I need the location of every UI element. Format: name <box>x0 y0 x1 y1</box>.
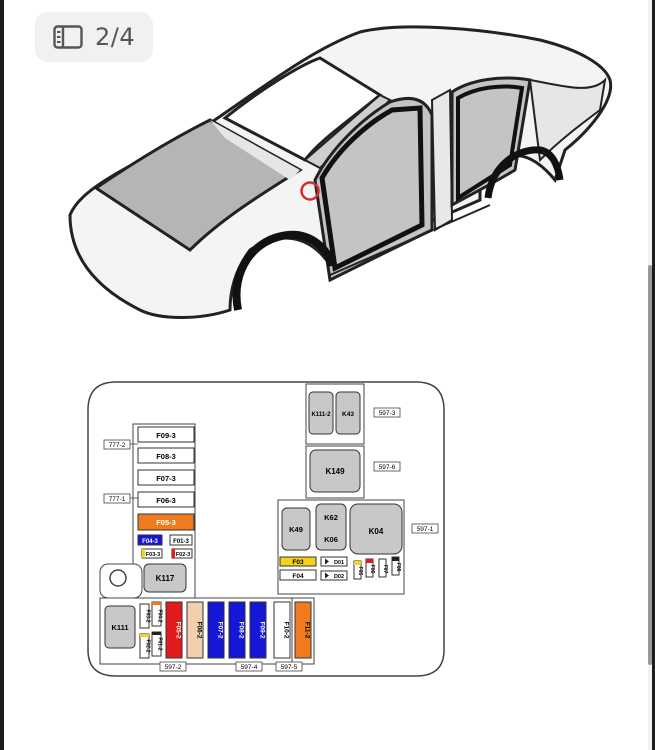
svg-text:F07: F07 <box>382 564 388 574</box>
svg-text:K62: K62 <box>324 513 338 522</box>
callout-597-3 <box>374 408 400 417</box>
car-body-drawing <box>60 20 620 340</box>
fuse-F05-2 <box>166 602 182 658</box>
callout-597-5 <box>276 662 302 671</box>
callout-597-6 <box>374 462 400 471</box>
svg-text:597-1: 597-1 <box>416 526 434 533</box>
callout-597-4 <box>236 662 262 671</box>
diode-D01 <box>321 557 347 566</box>
svg-text:597-6: 597-6 <box>378 464 396 471</box>
svg-text:F04: F04 <box>292 573 304 580</box>
page-indicator-text: 2/4 <box>95 23 136 51</box>
diode-D02 <box>321 571 347 580</box>
relay-K117 <box>144 564 186 592</box>
svg-text:F08-2: F08-2 <box>237 621 245 639</box>
svg-text:K117: K117 <box>155 574 175 583</box>
fuse-F07-3 <box>138 470 194 485</box>
fuse-F01-2 <box>152 632 163 656</box>
fuse-F09-3 <box>138 427 194 442</box>
svg-text:K43: K43 <box>342 411 354 418</box>
relay-K62-K06 <box>316 504 346 550</box>
fuse-F02-3 <box>172 549 192 558</box>
car-illustration <box>60 20 620 340</box>
fuse-F01-3 <box>170 535 192 545</box>
svg-text:K04: K04 <box>368 527 384 536</box>
svg-text:F05: F05 <box>357 566 363 576</box>
svg-text:F02-2: F02-2 <box>144 639 151 653</box>
svg-text:F05-3: F05-3 <box>156 518 176 527</box>
svg-text:F02-3: F02-3 <box>175 552 191 558</box>
svg-text:K49: K49 <box>289 525 303 534</box>
fuse-F02-2 <box>140 634 151 658</box>
fuse-F03 <box>280 557 316 566</box>
b-pillar <box>432 90 452 230</box>
fuse-F09-2 <box>250 602 266 658</box>
svg-text:F07-3: F07-3 <box>156 474 176 483</box>
svg-text:F03-3: F03-3 <box>145 552 161 558</box>
svg-text:K06: K06 <box>324 535 338 544</box>
svg-text:777-1: 777-1 <box>108 496 126 503</box>
svg-text:K111: K111 <box>111 623 129 632</box>
svg-text:597-4: 597-4 <box>240 664 258 671</box>
svg-text:F06-2: F06-2 <box>195 621 203 639</box>
svg-text:D02: D02 <box>333 574 345 580</box>
svg-text:F11-2: F11-2 <box>303 621 311 639</box>
svg-text:597-5: 597-5 <box>280 664 298 671</box>
svg-text:F06-3: F06-3 <box>156 496 176 505</box>
svg-text:F08-3: F08-3 <box>156 452 176 461</box>
svg-text:F09-2: F09-2 <box>258 621 266 639</box>
svg-text:F03: F03 <box>292 559 304 566</box>
viewer-left-border <box>0 0 4 750</box>
svg-text:597-2: 597-2 <box>164 664 182 671</box>
svg-text:F01-3: F01-3 <box>173 539 189 545</box>
svg-text:F09-3: F09-3 <box>156 431 176 440</box>
fuse-F05-3 <box>138 514 194 530</box>
svg-text:F05-2: F05-2 <box>174 621 182 639</box>
fuse-F07-2 <box>208 602 224 658</box>
svg-text:F04-3: F04-3 <box>142 539 158 545</box>
relay-K04 <box>350 504 402 554</box>
svg-text:F10-2: F10-2 <box>282 621 290 639</box>
svg-text:F01-2: F01-2 <box>156 637 163 651</box>
fuse-F10-2 <box>274 602 290 658</box>
svg-text:K111-2: K111-2 <box>311 412 331 418</box>
fuse-F04 <box>280 570 316 580</box>
svg-text:597-3: 597-3 <box>378 410 396 417</box>
svg-text:F03-2: F03-2 <box>144 609 151 623</box>
callout-597-2 <box>160 662 186 671</box>
fuse-F06-2 <box>187 602 203 658</box>
svg-text:777-2: 777-2 <box>108 442 126 449</box>
fuse-F04-3 <box>138 535 162 545</box>
round-connector <box>110 570 126 586</box>
relay-K43 <box>336 392 360 434</box>
svg-text:F07-2: F07-2 <box>216 621 224 639</box>
fuse-F08-2 <box>229 602 245 658</box>
fuse-F08-3 <box>138 448 194 463</box>
fuse-F03-2 <box>140 604 151 628</box>
fuse-F06-3 <box>138 492 194 507</box>
svg-text:F04-2: F04-2 <box>156 609 163 623</box>
callout-597-1 <box>412 524 438 533</box>
fuse-F03-3 <box>142 549 162 558</box>
svg-text:F08: F08 <box>395 562 401 572</box>
svg-text:F06: F06 <box>369 564 375 574</box>
fuse-F04-2 <box>152 602 163 626</box>
fuse-box-diagram <box>86 380 446 680</box>
fuse-F11-2 <box>295 602 311 658</box>
relay-K111 <box>105 606 135 648</box>
fuse-box-layout <box>86 380 446 680</box>
relay-K49 <box>282 508 310 550</box>
relay-K149 <box>310 450 360 492</box>
svg-text:D01: D01 <box>333 560 345 566</box>
svg-text:K149: K149 <box>325 467 345 476</box>
relay-K111-2 <box>309 392 333 434</box>
